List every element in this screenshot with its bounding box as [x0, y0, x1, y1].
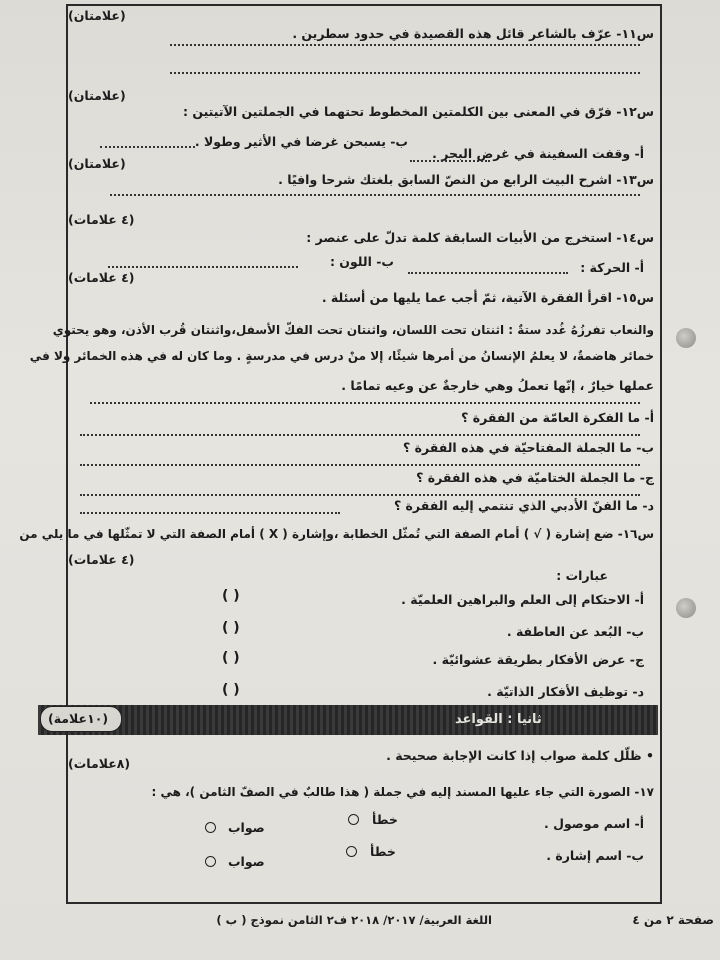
punch-hole: [676, 598, 696, 618]
option-a-wrong-radio[interactable]: [348, 814, 359, 825]
answer-line[interactable]: [90, 402, 640, 404]
answer-line[interactable]: [170, 44, 640, 46]
option-a-right-label: صواب: [228, 820, 265, 835]
passage-line-2: خمائر هاضمةٌ، لا يعلمُ الإنسانُ من أمرها شيئًا، إلا منْ درس في مدرسةٍ . وما كان له في هذه الخمائر ولا في: [29, 349, 654, 363]
answer-line[interactable]: [80, 494, 640, 496]
question-13: س١٣- اشرح البيت الرابع من النصّ السابق بلغتك شرحا وافيًا .: [278, 172, 654, 187]
answer-box-a[interactable]: ( ): [222, 588, 240, 604]
statement-d: د- توظيف الأفكار الذاتيّة .: [487, 684, 644, 699]
question-15-c: ج- ما الجملة الختاميّة في هذه الفقرة ؟: [416, 470, 654, 485]
section-title: ثانيا : القواعد: [455, 712, 542, 727]
answer-line[interactable]: [80, 434, 640, 436]
answer-line[interactable]: [108, 266, 298, 268]
question-14-a: أ- الحركة :: [580, 260, 644, 275]
marks-q14: (٤ علامات): [68, 212, 135, 227]
answer-line[interactable]: [110, 194, 640, 196]
option-b-right-radio[interactable]: [205, 856, 216, 867]
question-15-b: ب- ما الجملة المفتاحيّة في هذه الفقرة ؟: [402, 440, 654, 455]
marks-q16: (٤ علامات): [68, 552, 135, 567]
question-14: س١٤- استخرج من الأبيات السابقة كلمة تدلّ على عنصر :: [306, 230, 654, 245]
option-a-right-radio[interactable]: [205, 822, 216, 833]
statement-a: أ- الاحتكام إلى العلم والبراهين العلميّة .: [401, 592, 644, 607]
instruction: • ظلّل كلمة صواب إذا كانت الإجابة صحيحة .: [386, 748, 654, 763]
question-15-d: د- ما الفنّ الأدبي الذي تنتمي إليه الفقرة ؟: [393, 498, 654, 513]
answer-line[interactable]: [80, 512, 340, 514]
marks-q12: (علامتان): [68, 88, 126, 103]
marks-q11: (علامتان): [68, 8, 126, 23]
option-a-wrong-label: خطأ: [372, 812, 398, 827]
question-14-b: ب- اللون :: [329, 254, 394, 269]
page-number: صفحة ٢ من ٤: [632, 913, 714, 927]
answer-line[interactable]: [410, 160, 490, 162]
option-a-label: أ- اسم موصول .: [544, 816, 644, 831]
marks-q15: (٤ علامات): [68, 270, 135, 285]
option-b-wrong-radio[interactable]: [346, 846, 357, 857]
question-15: س١٥- اقرأ الفقرة الآتية، ثمّ أجب عما يليها من أسئلة .: [321, 290, 654, 305]
option-b-wrong-label: خطأ: [370, 844, 396, 859]
question-16-cont: عبارات :: [556, 568, 608, 583]
question-12-a: أ- وقفت السفينة في غرض البحر .: [432, 146, 644, 161]
passage-line-1: والنعاب تفرزُهُ غُدد ستةٌ : اثنتان تحت اللسان، واثنتان تحت الفكّ الأسفل،واثنتان قُرب الأذن، وهو يحتوي: [52, 323, 654, 337]
question-16: س١٦- ضع إشارة ( √ ) أمام الصفة التي تُمثّل الخطابة ،وإشارة ( X ) أمام الصفة التي لا تمثّلها في ما يلي من: [19, 527, 654, 541]
answer-box-d[interactable]: ( ): [222, 682, 240, 698]
option-b-label: ب- اسم إشارة .: [546, 848, 644, 863]
marks-grammar: (٨علامات): [68, 756, 131, 771]
answer-box-c[interactable]: ( ): [222, 650, 240, 666]
answer-line[interactable]: [80, 464, 640, 466]
statement-c: ج- عرض الأفكار بطريقة عشوائيّة .: [432, 652, 644, 667]
answer-line[interactable]: [170, 72, 640, 74]
question-15-a: أ- ما الفكرة العامّة من الفقرة ؟: [461, 410, 654, 425]
answer-line[interactable]: [100, 146, 195, 148]
question-12: س١٢- فرّق في المعنى بين الكلمتين المخطوط تحتهما في الجملتين الآتيتين :: [182, 104, 654, 119]
option-b-right-label: صواب: [228, 854, 265, 869]
marks-q13: (علامتان): [68, 156, 126, 171]
footer-info: اللغة العربية/ ٢٠١٧/ ٢٠١٨ ف٢ الثامن نموذج ( ب ): [216, 913, 492, 927]
answer-box-b[interactable]: ( ): [222, 620, 240, 636]
passage-line-3: عملها خيارٌ ، إنّها تعملُ وهي خارجةٌ عن وعيه تمامًا .: [341, 378, 654, 393]
section-marks: (١٠علامة): [48, 711, 109, 726]
question-12-b: ب- يسبحن غرضا في الأثير وطولا .: [194, 134, 408, 149]
answer-line[interactable]: [408, 272, 568, 274]
question-17: ١٧- الصورة التي جاء عليها المسند إليه في جملة ( هذا طالبٌ في الصفّ الثامن )، هي :: [151, 785, 654, 799]
statement-b: ب- البُعد عن العاطفة .: [506, 624, 644, 639]
section-banner: [38, 705, 658, 735]
question-11: س١١- عرّف بالشاعر قائل هذه القصيدة في حدود سطرين .: [292, 26, 654, 41]
punch-hole: [676, 328, 696, 348]
